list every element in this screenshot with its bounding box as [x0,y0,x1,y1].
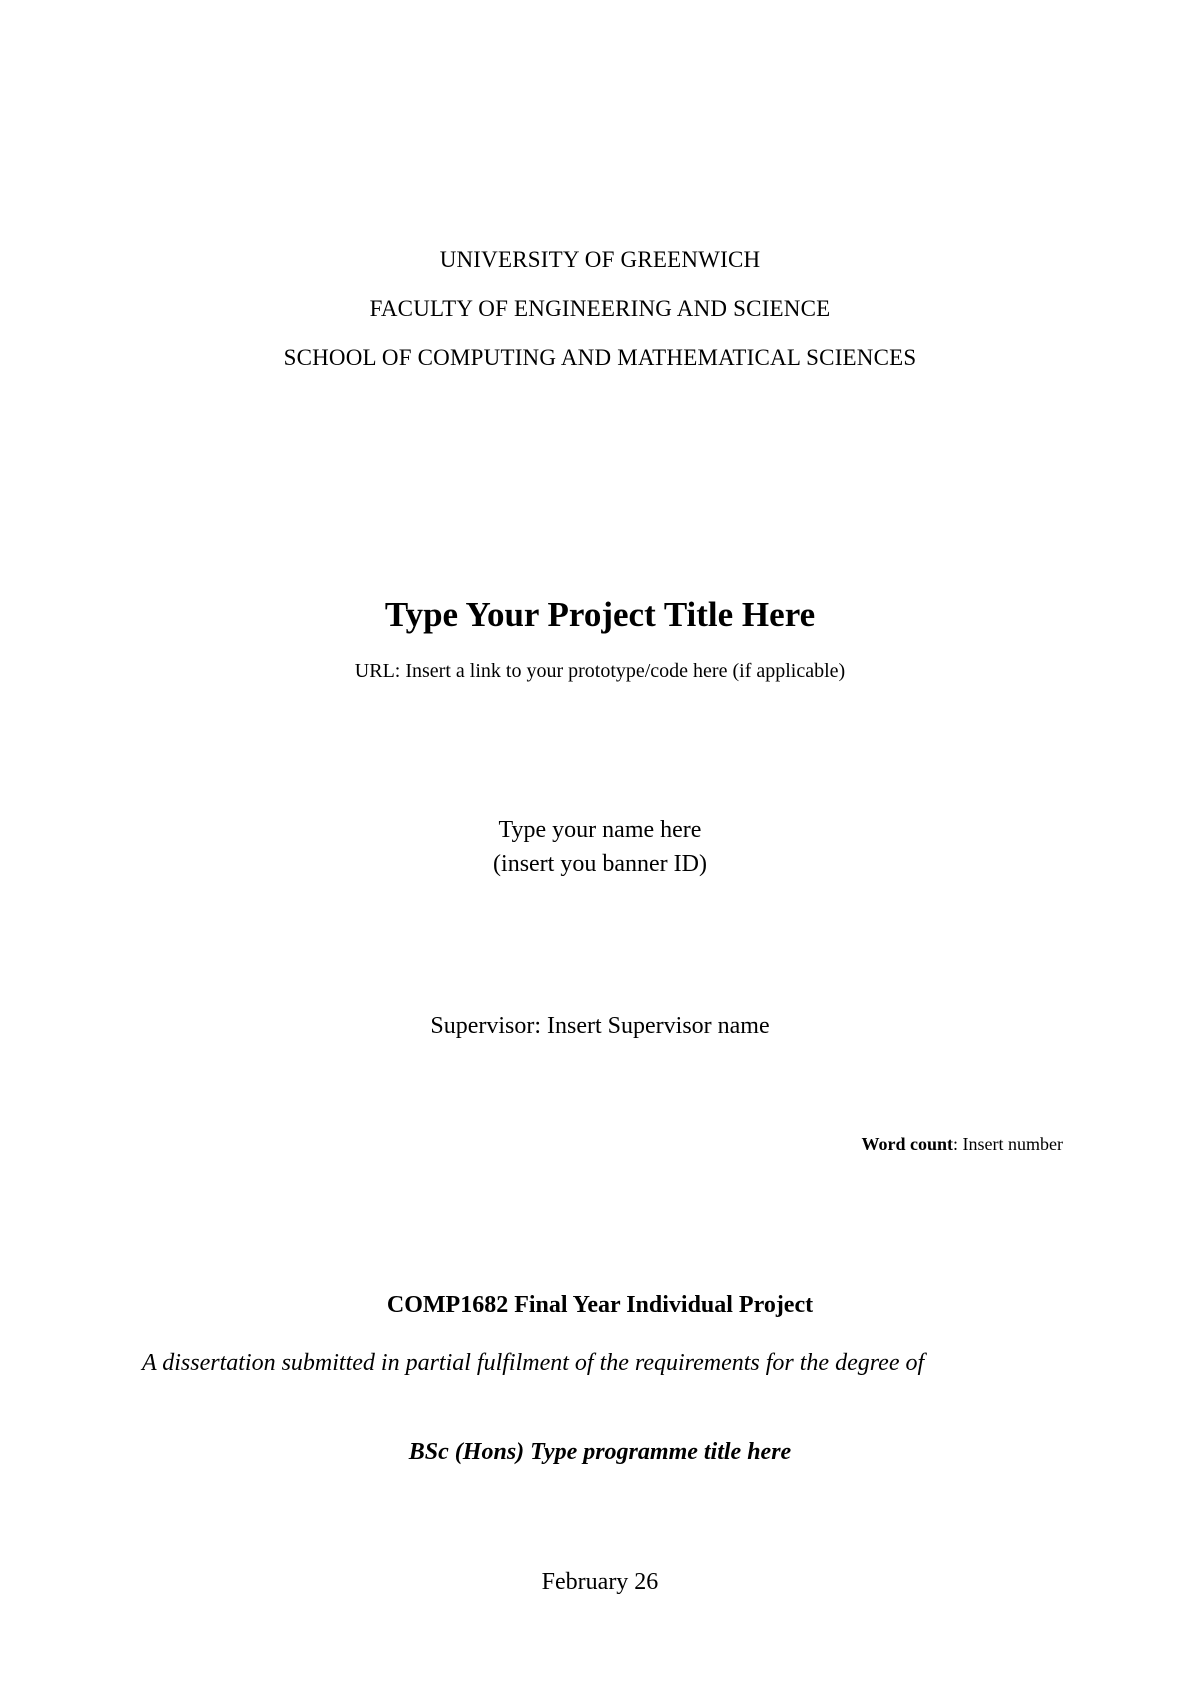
project-title: Type Your Project Title Here [384,595,816,634]
word-count-value: : Insert number [953,1134,1063,1154]
school-name: SCHOOL OF COMPUTING AND MATHEMATICAL SCIENCES [283,345,917,370]
supervisor-line: Supervisor: Insert Supervisor name [430,1013,770,1039]
dissertation-statement: A dissertation submitted in partial fulfilment of the requirements for the degree of [142,1350,925,1376]
author-name: Type your name here [498,817,702,843]
university-name: UNIVERSITY OF GREENWICH [439,247,761,272]
programme-title: BSc (Hons) Type programme title here [408,1439,792,1465]
project-url-line: URL: Insert a link to your prototype/code here (if applicable) [354,660,846,682]
word-count [862,1135,1063,1153]
author-banner-id: (insert you banner ID) [493,851,707,877]
course-title: COMP1682 Final Year Individual Project [386,1292,814,1318]
faculty-name: FACULTY OF ENGINEERING AND SCIENCE [369,296,831,321]
submission-date: February 26 [541,1569,659,1595]
word-count-label: Word count [861,1134,954,1154]
